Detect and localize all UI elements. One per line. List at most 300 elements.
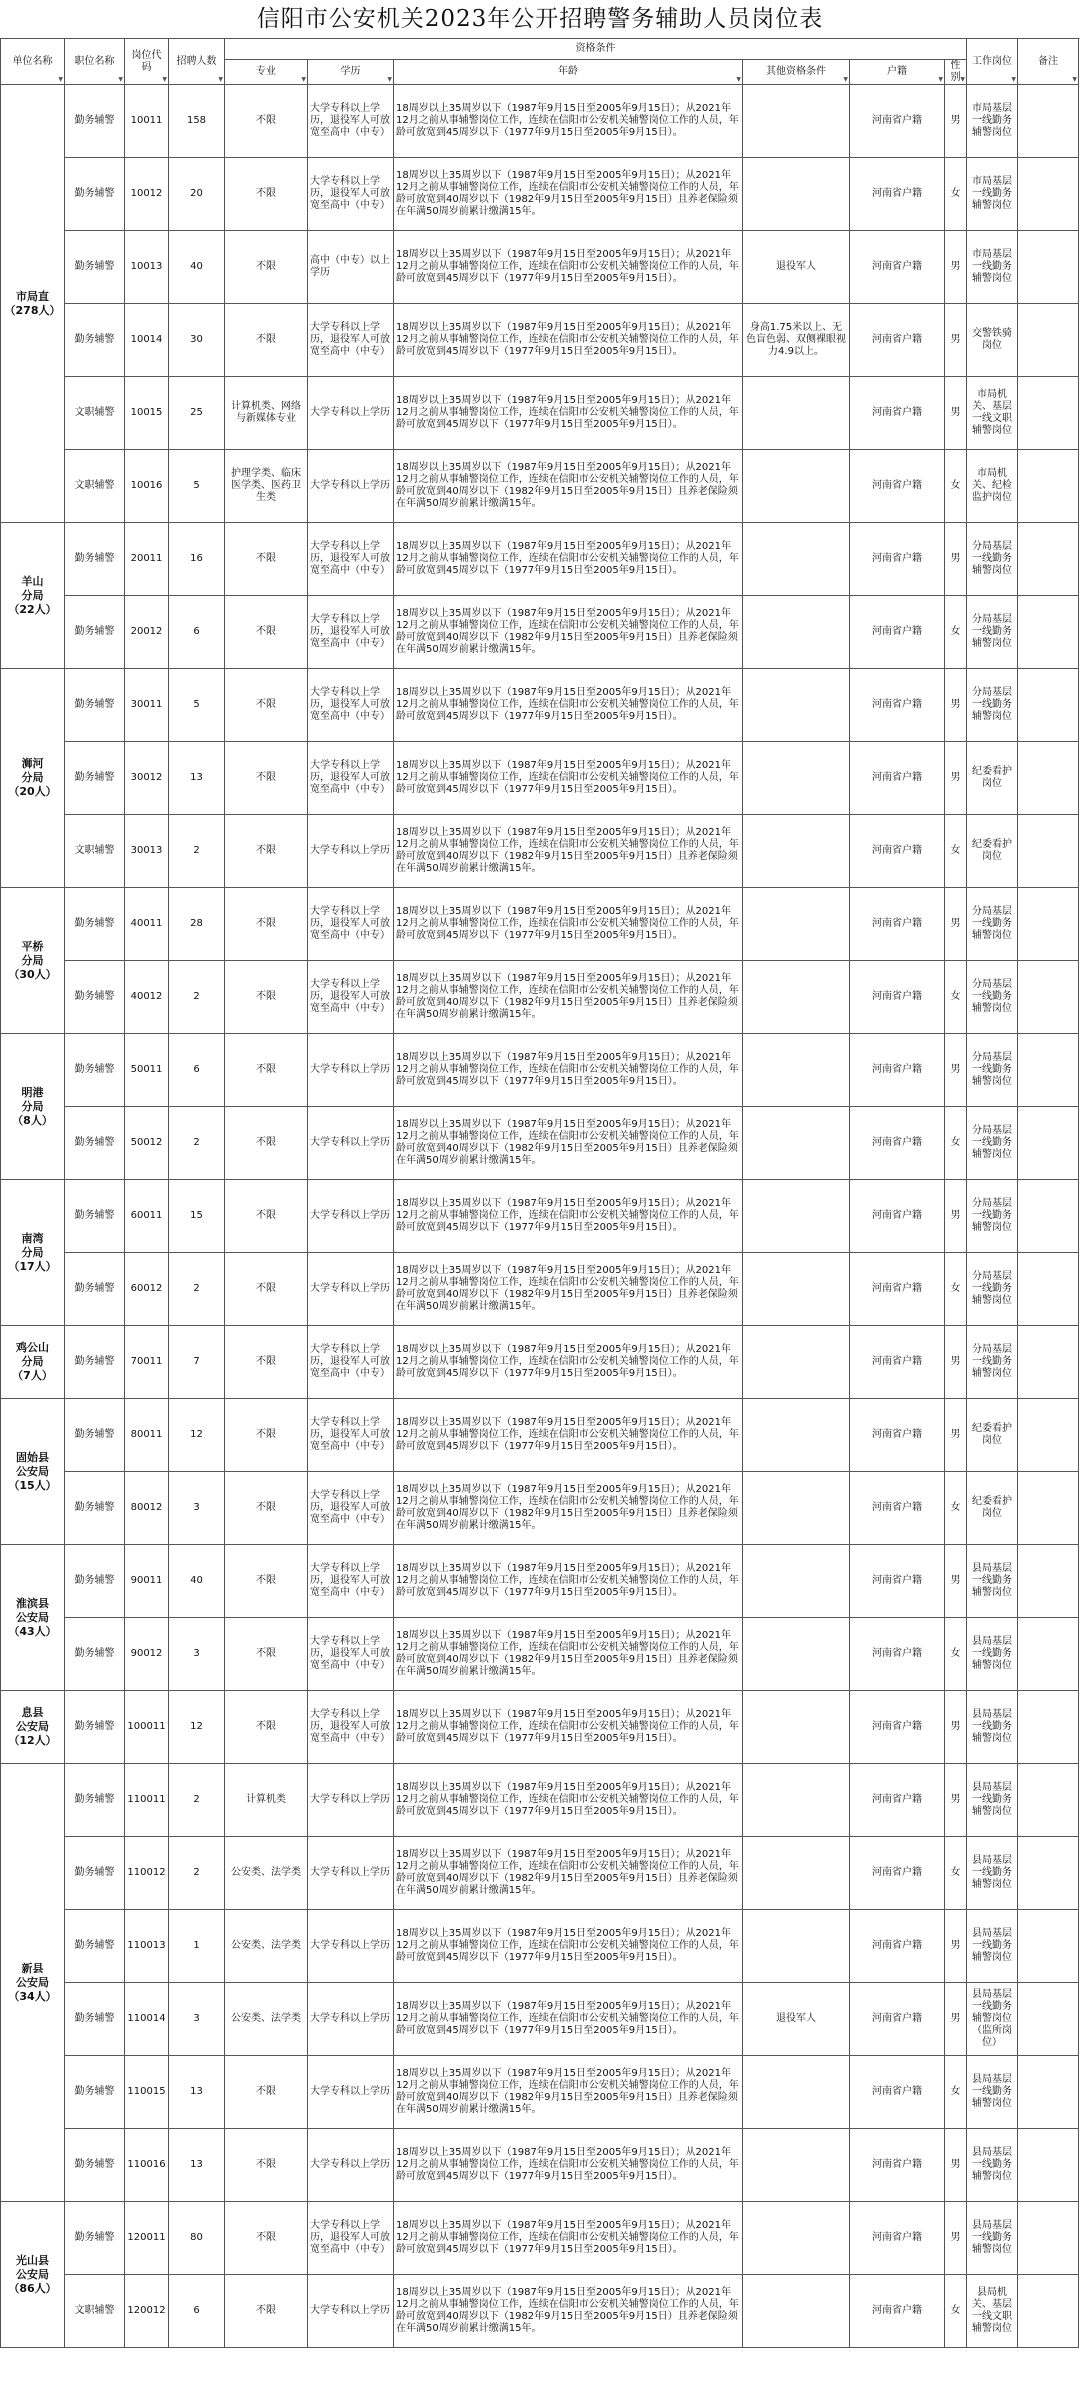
cell-hukou[interactable]: 河南省户籍: [850, 523, 945, 596]
cell-major[interactable]: 不限: [225, 231, 308, 304]
cell-other-requirements[interactable]: 身高1.75米以上、无色盲色弱、双侧裸眼视力4.9以上。: [743, 304, 850, 377]
cell-gender[interactable]: 男: [945, 1764, 967, 1837]
cell-education[interactable]: 大学专科以上学历: [308, 2275, 394, 2348]
cell-other-requirements[interactable]: [743, 596, 850, 669]
cell-count[interactable]: 158: [169, 85, 225, 158]
cell-age[interactable]: 18周岁以上35周岁以下（1987年9月15日至2005年9月15日）；从2021年12月之前从事辅警岗位工作，连续在信阳市公安机关辅警岗位工作的人员，年龄可放宽到45周岁以下（1977年9月15日至2005年9月15日）。: [394, 85, 743, 158]
cell-job-position[interactable]: 市局基层一线勤务辅警岗位: [967, 158, 1018, 231]
cell-post-code[interactable]: 120011: [125, 2202, 169, 2275]
cell-other-requirements[interactable]: [743, 158, 850, 231]
cell-age[interactable]: 18周岁以上35周岁以下（1987年9月15日至2005年9月15日）；从2021年12月之前从事辅警岗位工作，连续在信阳市公安机关辅警岗位工作的人员，年龄可放宽到40周岁以下（1982年9月15日至2005年9月15日）且养老保险须在年满50周岁前累计缴满15年。: [394, 1837, 743, 1910]
cell-gender[interactable]: 男: [945, 1691, 967, 1764]
cell-count[interactable]: 13: [169, 742, 225, 815]
cell-age[interactable]: 18周岁以上35周岁以下（1987年9月15日至2005年9月15日）；从2021年12月之前从事辅警岗位工作，连续在信阳市公安机关辅警岗位工作的人员，年龄可放宽到45周岁以下（1977年9月15日至2005年9月15日）。: [394, 231, 743, 304]
cell-job-position[interactable]: 县局机关、基层一线文职辅警岗位: [967, 2275, 1018, 2348]
filter-dropdown-icon[interactable]: ▼: [162, 76, 167, 83]
cell-gender[interactable]: 男: [945, 2202, 967, 2275]
cell-other-requirements[interactable]: [743, 2056, 850, 2129]
filter-dropdown-icon[interactable]: ▼: [301, 76, 306, 83]
cell-job-position[interactable]: 交警铁骑岗位: [967, 304, 1018, 377]
cell-post-name[interactable]: 勤务辅警: [65, 1545, 125, 1618]
cell-unit-name[interactable]: 固始县 公安局 （15人）: [1, 1399, 65, 1545]
cell-remarks[interactable]: [1018, 742, 1079, 815]
cell-age[interactable]: 18周岁以上35周岁以下（1987年9月15日至2005年9月15日）；从2021年12月之前从事辅警岗位工作，连续在信阳市公安机关辅警岗位工作的人员，年龄可放宽到40周岁以下（1982年9月15日至2005年9月15日）且养老保险须在年满50周岁前累计缴满15年。: [394, 961, 743, 1034]
cell-major[interactable]: 不限: [225, 2202, 308, 2275]
cell-post-name[interactable]: 勤务辅警: [65, 1910, 125, 1983]
cell-unit-name[interactable]: 浉河 分局 （20人）: [1, 669, 65, 888]
cell-post-name[interactable]: 勤务辅警: [65, 742, 125, 815]
cell-major[interactable]: 不限: [225, 2275, 308, 2348]
col-header-post-name[interactable]: 职位名称 ▼: [65, 39, 125, 85]
cell-remarks[interactable]: [1018, 377, 1079, 450]
cell-gender[interactable]: 男: [945, 1034, 967, 1107]
cell-age[interactable]: 18周岁以上35周岁以下（1987年9月15日至2005年9月15日）；从2021年12月之前从事辅警岗位工作，连续在信阳市公安机关辅警岗位工作的人员，年龄可放宽到40周岁以下（1982年9月15日至2005年9月15日）且养老保险须在年满50周岁前累计缴满15年。: [394, 158, 743, 231]
cell-hukou[interactable]: 河南省户籍: [850, 1910, 945, 1983]
cell-job-position[interactable]: 分局基层一线勤务辅警岗位: [967, 1326, 1018, 1399]
col-header-count[interactable]: 招聘人数 ▼: [169, 39, 225, 85]
cell-unit-name[interactable]: 南湾 分局 （17人）: [1, 1180, 65, 1326]
cell-gender[interactable]: 男: [945, 1399, 967, 1472]
cell-major[interactable]: 不限: [225, 961, 308, 1034]
cell-hukou[interactable]: 河南省户籍: [850, 888, 945, 961]
cell-other-requirements[interactable]: [743, 1618, 850, 1691]
cell-remarks[interactable]: [1018, 1545, 1079, 1618]
cell-other-requirements[interactable]: [743, 377, 850, 450]
cell-age[interactable]: 18周岁以上35周岁以下（1987年9月15日至2005年9月15日）；从2021年12月之前从事辅警岗位工作，连续在信阳市公安机关辅警岗位工作的人员，年龄可放宽到40周岁以下（1982年9月15日至2005年9月15日）且养老保险须在年满50周岁前累计缴满15年。: [394, 1253, 743, 1326]
cell-gender[interactable]: 女: [945, 1107, 967, 1180]
cell-unit-name[interactable]: 淮滨县 公安局 （43人）: [1, 1545, 65, 1691]
cell-age[interactable]: 18周岁以上35周岁以下（1987年9月15日至2005年9月15日）；从2021年12月之前从事辅警岗位工作，连续在信阳市公安机关辅警岗位工作的人员，年龄可放宽到45周岁以下（1977年9月15日至2005年9月15日）。: [394, 2129, 743, 2202]
cell-post-code[interactable]: 100011: [125, 1691, 169, 1764]
cell-gender[interactable]: 男: [945, 1326, 967, 1399]
filter-dropdown-icon[interactable]: ▼: [1011, 76, 1016, 83]
cell-remarks[interactable]: [1018, 1837, 1079, 1910]
cell-unit-name[interactable]: 新县 公安局 （34人）: [1, 1764, 65, 2202]
cell-post-name[interactable]: 勤务辅警: [65, 1180, 125, 1253]
cell-job-position[interactable]: 市局机关、纪检监护岗位: [967, 450, 1018, 523]
cell-remarks[interactable]: [1018, 231, 1079, 304]
cell-age[interactable]: 18周岁以上35周岁以下（1987年9月15日至2005年9月15日）；从2021年12月之前从事辅警岗位工作，连续在信阳市公安机关辅警岗位工作的人员，年龄可放宽到45周岁以下（1977年9月15日至2005年9月15日）。: [394, 1691, 743, 1764]
cell-other-requirements[interactable]: [743, 1399, 850, 1472]
cell-post-name[interactable]: 勤务辅警: [65, 1618, 125, 1691]
cell-education[interactable]: 大学专科以上学历: [308, 1764, 394, 1837]
cell-remarks[interactable]: [1018, 2056, 1079, 2129]
cell-age[interactable]: 18周岁以上35周岁以下（1987年9月15日至2005年9月15日）；从2021年12月之前从事辅警岗位工作，连续在信阳市公安机关辅警岗位工作的人员，年龄可放宽到40周岁以下（1982年9月15日至2005年9月15日）且养老保险须在年满50周岁前累计缴满15年。: [394, 1107, 743, 1180]
cell-post-name[interactable]: 勤务辅警: [65, 304, 125, 377]
cell-education[interactable]: 大学专科以上学历: [308, 377, 394, 450]
cell-post-code[interactable]: 110011: [125, 1764, 169, 1837]
cell-gender[interactable]: 男: [945, 888, 967, 961]
cell-other-requirements[interactable]: [743, 85, 850, 158]
cell-post-code[interactable]: 40012: [125, 961, 169, 1034]
cell-hukou[interactable]: 河南省户籍: [850, 2275, 945, 2348]
cell-hukou[interactable]: 河南省户籍: [850, 596, 945, 669]
cell-major[interactable]: 不限: [225, 1691, 308, 1764]
cell-post-code[interactable]: 10013: [125, 231, 169, 304]
cell-count[interactable]: 5: [169, 669, 225, 742]
cell-major[interactable]: 不限: [225, 1545, 308, 1618]
cell-post-name[interactable]: 文职辅警: [65, 377, 125, 450]
col-header-education[interactable]: 学历 ▼: [308, 60, 394, 85]
cell-hukou[interactable]: 河南省户籍: [850, 85, 945, 158]
cell-count[interactable]: 40: [169, 1545, 225, 1618]
cell-other-requirements[interactable]: [743, 1910, 850, 1983]
cell-post-name[interactable]: 勤务辅警: [65, 1253, 125, 1326]
cell-other-requirements[interactable]: [743, 1180, 850, 1253]
cell-education[interactable]: 大学专科以上学历: [308, 1107, 394, 1180]
cell-post-name[interactable]: 勤务辅警: [65, 85, 125, 158]
cell-unit-name[interactable]: 羊山 分局 （22人）: [1, 523, 65, 669]
cell-age[interactable]: 18周岁以上35周岁以下（1987年9月15日至2005年9月15日）；从2021年12月之前从事辅警岗位工作，连续在信阳市公安机关辅警岗位工作的人员，年龄可放宽到45周岁以下（1977年9月15日至2005年9月15日）。: [394, 1764, 743, 1837]
cell-education[interactable]: 大学专科以上学历，退役军人可放宽至高中（中专）: [308, 1545, 394, 1618]
cell-count[interactable]: 2: [169, 961, 225, 1034]
col-header-gender[interactable]: 性别 ▼: [945, 60, 967, 85]
cell-remarks[interactable]: [1018, 1764, 1079, 1837]
cell-post-name[interactable]: 勤务辅警: [65, 1691, 125, 1764]
cell-age[interactable]: 18周岁以上35周岁以下（1987年9月15日至2005年9月15日）；从2021年12月之前从事辅警岗位工作，连续在信阳市公安机关辅警岗位工作的人员，年龄可放宽到40周岁以下（1982年9月15日至2005年9月15日）且养老保险须在年满50周岁前累计缴满15年。: [394, 815, 743, 888]
filter-dropdown-icon[interactable]: ▼: [843, 76, 848, 83]
cell-unit-name[interactable]: 光山县 公安局 （86人）: [1, 2202, 65, 2348]
cell-post-name[interactable]: 文职辅警: [65, 2275, 125, 2348]
cell-age[interactable]: 18周岁以上35周岁以下（1987年9月15日至2005年9月15日）；从2021年12月之前从事辅警岗位工作，连续在信阳市公安机关辅警岗位工作的人员，年龄可放宽到45周岁以下（1977年9月15日至2005年9月15日）。: [394, 1983, 743, 2056]
cell-job-position[interactable]: 分局基层一线勤务辅警岗位: [967, 1107, 1018, 1180]
cell-other-requirements[interactable]: [743, 2202, 850, 2275]
cell-hukou[interactable]: 河南省户籍: [850, 1983, 945, 2056]
cell-education[interactable]: 大学专科以上学历，退役军人可放宽至高中（中专）: [308, 2202, 394, 2275]
cell-post-name[interactable]: 勤务辅警: [65, 1764, 125, 1837]
cell-post-code[interactable]: 50012: [125, 1107, 169, 1180]
cell-job-position[interactable]: 纪委看护岗位: [967, 1399, 1018, 1472]
cell-post-code[interactable]: 110016: [125, 2129, 169, 2202]
cell-hukou[interactable]: 河南省户籍: [850, 2129, 945, 2202]
cell-post-name[interactable]: 勤务辅警: [65, 888, 125, 961]
cell-post-name[interactable]: 勤务辅警: [65, 1399, 125, 1472]
cell-other-requirements[interactable]: [743, 1107, 850, 1180]
cell-remarks[interactable]: [1018, 2275, 1079, 2348]
cell-count[interactable]: 2: [169, 1107, 225, 1180]
cell-job-position[interactable]: 县局基层一线勤务辅警岗位: [967, 1764, 1018, 1837]
cell-post-code[interactable]: 90011: [125, 1545, 169, 1618]
cell-age[interactable]: 18周岁以上35周岁以下（1987年9月15日至2005年9月15日）；从2021年12月之前从事辅警岗位工作，连续在信阳市公安机关辅警岗位工作的人员，年龄可放宽到40周岁以下（1982年9月15日至2005年9月15日）且养老保险须在年满50周岁前累计缴满15年。: [394, 2275, 743, 2348]
cell-education[interactable]: 大学专科以上学历，退役军人可放宽至高中（中专）: [308, 596, 394, 669]
cell-major[interactable]: 不限: [225, 815, 308, 888]
cell-unit-name[interactable]: 鸡公山 分局 （7人）: [1, 1326, 65, 1399]
cell-age[interactable]: 18周岁以上35周岁以下（1987年9月15日至2005年9月15日）；从2021年12月之前从事辅警岗位工作，连续在信阳市公安机关辅警岗位工作的人员，年龄可放宽到45周岁以下（1977年9月15日至2005年9月15日）。: [394, 888, 743, 961]
filter-dropdown-icon[interactable]: ▼: [1072, 76, 1077, 83]
cell-remarks[interactable]: [1018, 1618, 1079, 1691]
cell-major[interactable]: 不限: [225, 1326, 308, 1399]
cell-education[interactable]: 大学专科以上学历，退役军人可放宽至高中（中专）: [308, 304, 394, 377]
cell-post-name[interactable]: 勤务辅警: [65, 1837, 125, 1910]
cell-count[interactable]: 28: [169, 888, 225, 961]
cell-education[interactable]: 大学专科以上学历: [308, 2129, 394, 2202]
cell-job-position[interactable]: 县局基层一线勤务辅警岗位: [967, 1618, 1018, 1691]
cell-age[interactable]: 18周岁以上35周岁以下（1987年9月15日至2005年9月15日）；从2021年12月之前从事辅警岗位工作，连续在信阳市公安机关辅警岗位工作的人员，年龄可放宽到45周岁以下（1977年9月15日至2005年9月15日）。: [394, 1326, 743, 1399]
cell-gender[interactable]: 男: [945, 669, 967, 742]
cell-gender[interactable]: 男: [945, 377, 967, 450]
cell-other-requirements[interactable]: [743, 1691, 850, 1764]
cell-count[interactable]: 16: [169, 523, 225, 596]
cell-major[interactable]: 不限: [225, 158, 308, 231]
cell-post-code[interactable]: 10012: [125, 158, 169, 231]
cell-age[interactable]: 18周岁以上35周岁以下（1987年9月15日至2005年9月15日）；从2021年12月之前从事辅警岗位工作，连续在信阳市公安机关辅警岗位工作的人员，年龄可放宽到45周岁以下（1977年9月15日至2005年9月15日）。: [394, 669, 743, 742]
cell-hukou[interactable]: 河南省户籍: [850, 2056, 945, 2129]
cell-education[interactable]: 大学专科以上学历，退役军人可放宽至高中（中专）: [308, 523, 394, 596]
cell-post-code[interactable]: 120012: [125, 2275, 169, 2348]
cell-count[interactable]: 80: [169, 2202, 225, 2275]
cell-education[interactable]: 大学专科以上学历: [308, 1034, 394, 1107]
cell-post-code[interactable]: 60012: [125, 1253, 169, 1326]
cell-post-name[interactable]: 勤务辅警: [65, 2056, 125, 2129]
cell-education[interactable]: 大学专科以上学历: [308, 2056, 394, 2129]
cell-major[interactable]: 不限: [225, 85, 308, 158]
cell-other-requirements[interactable]: [743, 1545, 850, 1618]
cell-education[interactable]: 大学专科以上学历，退役军人可放宽至高中（中专）: [308, 85, 394, 158]
cell-remarks[interactable]: [1018, 1253, 1079, 1326]
cell-post-code[interactable]: 40011: [125, 888, 169, 961]
cell-post-name[interactable]: 文职辅警: [65, 815, 125, 888]
cell-gender[interactable]: 女: [945, 2275, 967, 2348]
cell-gender[interactable]: 男: [945, 304, 967, 377]
cell-major[interactable]: 不限: [225, 1399, 308, 1472]
cell-hukou[interactable]: 河南省户籍: [850, 158, 945, 231]
cell-post-code[interactable]: 30012: [125, 742, 169, 815]
cell-education[interactable]: 大学专科以上学历，退役军人可放宽至高中（中专）: [308, 158, 394, 231]
cell-remarks[interactable]: [1018, 158, 1079, 231]
cell-education[interactable]: 大学专科以上学历，退役军人可放宽至高中（中专）: [308, 1472, 394, 1545]
cell-major[interactable]: 不限: [225, 888, 308, 961]
cell-post-code[interactable]: 110013: [125, 1910, 169, 1983]
cell-remarks[interactable]: [1018, 1034, 1079, 1107]
cell-age[interactable]: 18周岁以上35周岁以下（1987年9月15日至2005年9月15日）；从2021年12月之前从事辅警岗位工作，连续在信阳市公安机关辅警岗位工作的人员，年龄可放宽到40周岁以下（1982年9月15日至2005年9月15日）且养老保险须在年满50周岁前累计缴满15年。: [394, 1472, 743, 1545]
cell-remarks[interactable]: [1018, 1472, 1079, 1545]
cell-hukou[interactable]: 河南省户籍: [850, 1545, 945, 1618]
cell-post-name[interactable]: 勤务辅警: [65, 1326, 125, 1399]
col-header-post-code[interactable]: 岗位代码 ▼: [125, 39, 169, 85]
cell-hukou[interactable]: 河南省户籍: [850, 815, 945, 888]
cell-post-name[interactable]: 勤务辅警: [65, 1034, 125, 1107]
cell-other-requirements[interactable]: [743, 1253, 850, 1326]
cell-age[interactable]: 18周岁以上35周岁以下（1987年9月15日至2005年9月15日）；从2021年12月之前从事辅警岗位工作，连续在信阳市公安机关辅警岗位工作的人员，年龄可放宽到45周岁以下（1977年9月15日至2005年9月15日）。: [394, 1034, 743, 1107]
cell-gender[interactable]: 女: [945, 1837, 967, 1910]
cell-post-name[interactable]: 勤务辅警: [65, 1472, 125, 1545]
cell-count[interactable]: 2: [169, 815, 225, 888]
cell-age[interactable]: 18周岁以上35周岁以下（1987年9月15日至2005年9月15日）；从2021年12月之前从事辅警岗位工作，连续在信阳市公安机关辅警岗位工作的人员，年龄可放宽到40周岁以下（1982年9月15日至2005年9月15日）且养老保险须在年满50周岁前累计缴满15年。: [394, 1618, 743, 1691]
cell-post-name[interactable]: 勤务辅警: [65, 158, 125, 231]
cell-post-name[interactable]: 勤务辅警: [65, 596, 125, 669]
cell-education[interactable]: 大学专科以上学历，退役军人可放宽至高中（中专）: [308, 742, 394, 815]
cell-major[interactable]: 计算机类、网络与新媒体专业: [225, 377, 308, 450]
cell-hukou[interactable]: 河南省户籍: [850, 1253, 945, 1326]
cell-gender[interactable]: 男: [945, 1983, 967, 2056]
cell-post-code[interactable]: 20012: [125, 596, 169, 669]
cell-major[interactable]: 公安类、法学类: [225, 1910, 308, 1983]
cell-gender[interactable]: 男: [945, 1180, 967, 1253]
cell-post-name[interactable]: 勤务辅警: [65, 1107, 125, 1180]
cell-major[interactable]: 不限: [225, 1253, 308, 1326]
cell-job-position[interactable]: 县局基层一线勤务辅警岗位: [967, 2202, 1018, 2275]
cell-job-position[interactable]: 县局基层一线勤务辅警岗位: [967, 1691, 1018, 1764]
cell-age[interactable]: 18周岁以上35周岁以下（1987年9月15日至2005年9月15日）；从2021年12月之前从事辅警岗位工作，连续在信阳市公安机关辅警岗位工作的人员，年龄可放宽到45周岁以下（1977年9月15日至2005年9月15日）。: [394, 304, 743, 377]
cell-post-code[interactable]: 30011: [125, 669, 169, 742]
cell-education[interactable]: 大学专科以上学历，退役军人可放宽至高中（中专）: [308, 1691, 394, 1764]
cell-age[interactable]: 18周岁以上35周岁以下（1987年9月15日至2005年9月15日）；从2021年12月之前从事辅警岗位工作，连续在信阳市公安机关辅警岗位工作的人员，年龄可放宽到45周岁以下（1977年9月15日至2005年9月15日）。: [394, 1910, 743, 1983]
filter-dropdown-icon[interactable]: ▼: [218, 76, 223, 83]
cell-major[interactable]: 不限: [225, 2129, 308, 2202]
cell-remarks[interactable]: [1018, 2129, 1079, 2202]
cell-other-requirements[interactable]: 退役军人: [743, 231, 850, 304]
cell-major[interactable]: 不限: [225, 2056, 308, 2129]
cell-hukou[interactable]: 河南省户籍: [850, 1764, 945, 1837]
cell-hukou[interactable]: 河南省户籍: [850, 1618, 945, 1691]
cell-hukou[interactable]: 河南省户籍: [850, 2202, 945, 2275]
cell-age[interactable]: 18周岁以上35周岁以下（1987年9月15日至2005年9月15日）；从2021年12月之前从事辅警岗位工作，连续在信阳市公安机关辅警岗位工作的人员，年龄可放宽到40周岁以下（1982年9月15日至2005年9月15日）且养老保险须在年满50周岁前累计缴满15年。: [394, 2056, 743, 2129]
cell-other-requirements[interactable]: [743, 1034, 850, 1107]
filter-dropdown-icon[interactable]: ▼: [736, 76, 741, 83]
cell-post-name[interactable]: 勤务辅警: [65, 2202, 125, 2275]
cell-education[interactable]: 大学专科以上学历，退役军人可放宽至高中（中专）: [308, 888, 394, 961]
cell-job-position[interactable]: 纪委看护岗位: [967, 742, 1018, 815]
cell-post-code[interactable]: 50011: [125, 1034, 169, 1107]
cell-age[interactable]: 18周岁以上35周岁以下（1987年9月15日至2005年9月15日）；从2021年12月之前从事辅警岗位工作，连续在信阳市公安机关辅警岗位工作的人员，年龄可放宽到45周岁以下（1977年9月15日至2005年9月15日）。: [394, 1180, 743, 1253]
col-header-other[interactable]: 其他资格条件 ▼: [743, 60, 850, 85]
cell-hukou[interactable]: 河南省户籍: [850, 1107, 945, 1180]
cell-other-requirements[interactable]: [743, 669, 850, 742]
cell-education[interactable]: 高中（中专）以上学历: [308, 231, 394, 304]
cell-other-requirements[interactable]: [743, 888, 850, 961]
cell-remarks[interactable]: [1018, 815, 1079, 888]
cell-gender[interactable]: 女: [945, 1618, 967, 1691]
filter-dropdown-icon[interactable]: ▼: [938, 76, 943, 83]
cell-job-position[interactable]: 县局基层一线勤务辅警岗位: [967, 2129, 1018, 2202]
cell-job-position[interactable]: 县局基层一线勤务辅警岗位: [967, 2056, 1018, 2129]
cell-count[interactable]: 13: [169, 2056, 225, 2129]
cell-age[interactable]: 18周岁以上35周岁以下（1987年9月15日至2005年9月15日）；从2021年12月之前从事辅警岗位工作，连续在信阳市公安机关辅警岗位工作的人员，年龄可放宽到40周岁以下（1982年9月15日至2005年9月15日）且养老保险须在年满50周岁前累计缴满15年。: [394, 596, 743, 669]
cell-age[interactable]: 18周岁以上35周岁以下（1987年9月15日至2005年9月15日）；从2021年12月之前从事辅警岗位工作，连续在信阳市公安机关辅警岗位工作的人员，年龄可放宽到45周岁以下（1977年9月15日至2005年9月15日）。: [394, 1399, 743, 1472]
cell-gender[interactable]: 男: [945, 85, 967, 158]
cell-gender[interactable]: 女: [945, 1253, 967, 1326]
cell-remarks[interactable]: [1018, 1180, 1079, 1253]
cell-count[interactable]: 40: [169, 231, 225, 304]
cell-job-position[interactable]: 分局基层一线勤务辅警岗位: [967, 1034, 1018, 1107]
cell-gender[interactable]: 女: [945, 961, 967, 1034]
cell-hukou[interactable]: 河南省户籍: [850, 1034, 945, 1107]
cell-job-position[interactable]: 分局基层一线勤务辅警岗位: [967, 1253, 1018, 1326]
cell-major[interactable]: 计算机类: [225, 1764, 308, 1837]
cell-education[interactable]: 大学专科以上学历，退役军人可放宽至高中（中专）: [308, 961, 394, 1034]
cell-post-name[interactable]: 勤务辅警: [65, 669, 125, 742]
cell-remarks[interactable]: [1018, 1399, 1079, 1472]
cell-major[interactable]: 公安类、法学类: [225, 1837, 308, 1910]
cell-education[interactable]: 大学专科以上学历，退役军人可放宽至高中（中专）: [308, 1399, 394, 1472]
cell-major[interactable]: 护理学类、临床医学类、医药卫生类: [225, 450, 308, 523]
cell-count[interactable]: 2: [169, 1253, 225, 1326]
cell-education[interactable]: 大学专科以上学历: [308, 1983, 394, 2056]
cell-count[interactable]: 3: [169, 1472, 225, 1545]
cell-hukou[interactable]: 河南省户籍: [850, 450, 945, 523]
cell-post-code[interactable]: 80011: [125, 1399, 169, 1472]
cell-major[interactable]: 公安类、法学类: [225, 1983, 308, 2056]
cell-other-requirements[interactable]: [743, 1472, 850, 1545]
cell-count[interactable]: 20: [169, 158, 225, 231]
cell-hukou[interactable]: 河南省户籍: [850, 961, 945, 1034]
cell-gender[interactable]: 女: [945, 1472, 967, 1545]
cell-education[interactable]: 大学专科以上学历，退役军人可放宽至高中（中专）: [308, 669, 394, 742]
cell-count[interactable]: 12: [169, 1691, 225, 1764]
cell-education[interactable]: 大学专科以上学历，退役军人可放宽至高中（中专）: [308, 1326, 394, 1399]
filter-dropdown-icon[interactable]: ▼: [118, 76, 123, 83]
cell-post-code[interactable]: 10011: [125, 85, 169, 158]
cell-count[interactable]: 30: [169, 304, 225, 377]
cell-unit-name[interactable]: 市局直 （278人）: [1, 85, 65, 523]
cell-other-requirements[interactable]: [743, 961, 850, 1034]
cell-major[interactable]: 不限: [225, 523, 308, 596]
cell-age[interactable]: 18周岁以上35周岁以下（1987年9月15日至2005年9月15日）；从2021年12月之前从事辅警岗位工作，连续在信阳市公安机关辅警岗位工作的人员，年龄可放宽到45周岁以下（1977年9月15日至2005年9月15日）。: [394, 2202, 743, 2275]
cell-remarks[interactable]: [1018, 304, 1079, 377]
cell-job-position[interactable]: 市局基层一线勤务辅警岗位: [967, 85, 1018, 158]
cell-post-code[interactable]: 60011: [125, 1180, 169, 1253]
cell-count[interactable]: 25: [169, 377, 225, 450]
cell-major[interactable]: 不限: [225, 1107, 308, 1180]
cell-remarks[interactable]: [1018, 1983, 1079, 2056]
col-header-hukou[interactable]: 户籍 ▼: [850, 60, 945, 85]
cell-post-code[interactable]: 10015: [125, 377, 169, 450]
cell-post-code[interactable]: 10014: [125, 304, 169, 377]
cell-gender[interactable]: 男: [945, 2129, 967, 2202]
cell-job-position[interactable]: 分局基层一线勤务辅警岗位: [967, 888, 1018, 961]
cell-job-position[interactable]: 分局基层一线勤务辅警岗位: [967, 523, 1018, 596]
cell-gender[interactable]: 男: [945, 1910, 967, 1983]
cell-job-position[interactable]: 分局基层一线勤务辅警岗位: [967, 669, 1018, 742]
cell-gender[interactable]: 男: [945, 231, 967, 304]
cell-major[interactable]: 不限: [225, 1180, 308, 1253]
cell-other-requirements[interactable]: [743, 523, 850, 596]
cell-hukou[interactable]: 河南省户籍: [850, 1691, 945, 1764]
filter-dropdown-icon[interactable]: ▼: [960, 76, 965, 83]
cell-other-requirements[interactable]: [743, 2129, 850, 2202]
cell-job-position[interactable]: 市局机关、基层一线文职辅警岗位: [967, 377, 1018, 450]
cell-job-position[interactable]: 分局基层一线勤务辅警岗位: [967, 596, 1018, 669]
cell-post-code[interactable]: 70011: [125, 1326, 169, 1399]
cell-remarks[interactable]: [1018, 85, 1079, 158]
cell-job-position[interactable]: 分局基层一线勤务辅警岗位: [967, 1180, 1018, 1253]
filter-dropdown-icon[interactable]: ▼: [58, 76, 63, 83]
cell-other-requirements[interactable]: [743, 1837, 850, 1910]
cell-count[interactable]: 12: [169, 1399, 225, 1472]
cell-age[interactable]: 18周岁以上35周岁以下（1987年9月15日至2005年9月15日）；从2021年12月之前从事辅警岗位工作，连续在信阳市公安机关辅警岗位工作的人员，年龄可放宽到45周岁以下（1977年9月15日至2005年9月15日）。: [394, 377, 743, 450]
cell-gender[interactable]: 女: [945, 450, 967, 523]
cell-job-position[interactable]: 县局基层一线勤务辅警岗位: [967, 1837, 1018, 1910]
cell-gender[interactable]: 女: [945, 596, 967, 669]
cell-other-requirements[interactable]: [743, 1326, 850, 1399]
cell-gender[interactable]: 男: [945, 523, 967, 596]
cell-count[interactable]: 3: [169, 1983, 225, 2056]
cell-remarks[interactable]: [1018, 450, 1079, 523]
col-header-age[interactable]: 年龄 ▼: [394, 60, 743, 85]
cell-major[interactable]: 不限: [225, 742, 308, 815]
cell-major[interactable]: 不限: [225, 1618, 308, 1691]
cell-job-position[interactable]: 县局基层一线勤务辅警岗位: [967, 1545, 1018, 1618]
cell-remarks[interactable]: [1018, 523, 1079, 596]
cell-job-position[interactable]: 县局基层一线勤务辅警岗位（监所岗位）: [967, 1983, 1018, 2056]
cell-other-requirements[interactable]: 退役军人: [743, 1983, 850, 2056]
cell-gender[interactable]: 男: [945, 1545, 967, 1618]
cell-gender[interactable]: 女: [945, 2056, 967, 2129]
cell-other-requirements[interactable]: [743, 450, 850, 523]
cell-post-name[interactable]: 勤务辅警: [65, 961, 125, 1034]
cell-post-code[interactable]: 110012: [125, 1837, 169, 1910]
cell-hukou[interactable]: 河南省户籍: [850, 742, 945, 815]
